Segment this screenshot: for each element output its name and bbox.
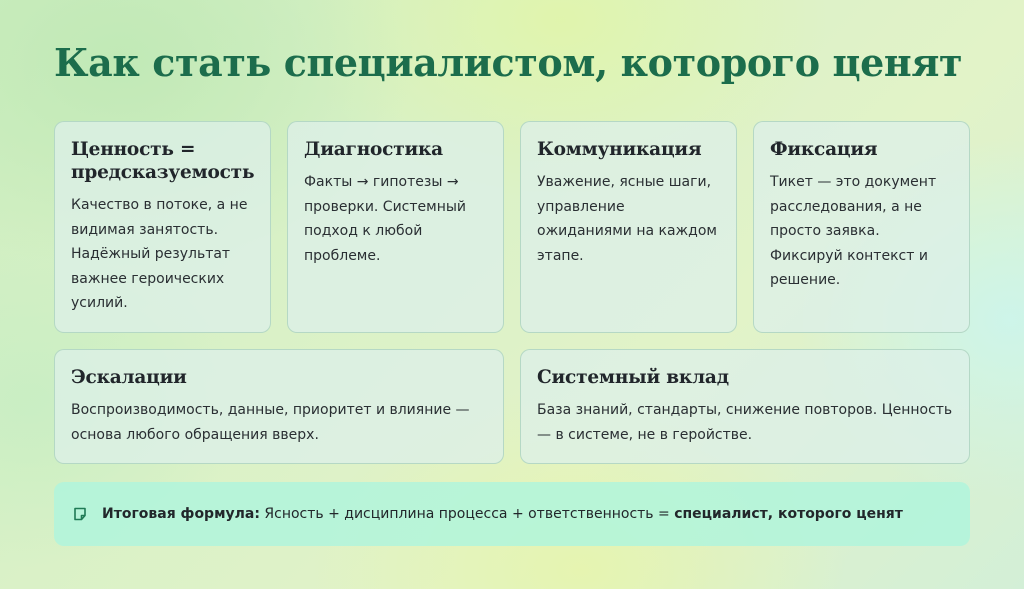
formula-label: Итоговая формула: (102, 506, 260, 522)
card-title: Диагностика (304, 139, 443, 160)
card-title: Системный вклад (537, 367, 729, 388)
card-communication (520, 121, 737, 333)
formula-text (102, 506, 903, 522)
formula-result: специалист, которого ценят (674, 506, 903, 522)
summary-formula-banner (54, 482, 970, 546)
card-text: База знаний, стандарты, снижение повторов. Ценность — в системе, не в геройстве. (537, 402, 953, 443)
card-fixation (753, 121, 970, 333)
card-value-predictability (54, 121, 271, 333)
formula-body: Ясность + дисциплина процесса + ответственность = (259, 506, 675, 522)
card-system-contribution (520, 349, 970, 464)
card-text: Уважение, ясные шаги, управление ожиданиями на каждом этапе. (537, 174, 717, 264)
card-title: Ценность = предсказуемость (71, 139, 255, 183)
card-diagnostics (287, 121, 504, 333)
card-text: Воспроизводимость, данные, приоритет и влияние — основа любого обращения вверх. (71, 402, 470, 443)
card-title: Эскалации (71, 367, 187, 388)
card-text: Качество в потоке, а не видимая занятость. Надёжный результат важнее героических усилий. (71, 197, 248, 311)
card-title: Коммуникация (537, 139, 702, 160)
note-icon (72, 506, 88, 522)
page-title: Как стать специалистом, которого ценят (54, 40, 963, 85)
card-escalations (54, 349, 504, 464)
card-text: Тикет — это документ расследования, а не просто заявка. Фиксируй контекст и решение. (770, 174, 937, 288)
card-text: Факты → гипотезы → проверки. Системный подход к любой проблеме. (304, 174, 467, 264)
card-title: Фиксация (770, 139, 878, 160)
